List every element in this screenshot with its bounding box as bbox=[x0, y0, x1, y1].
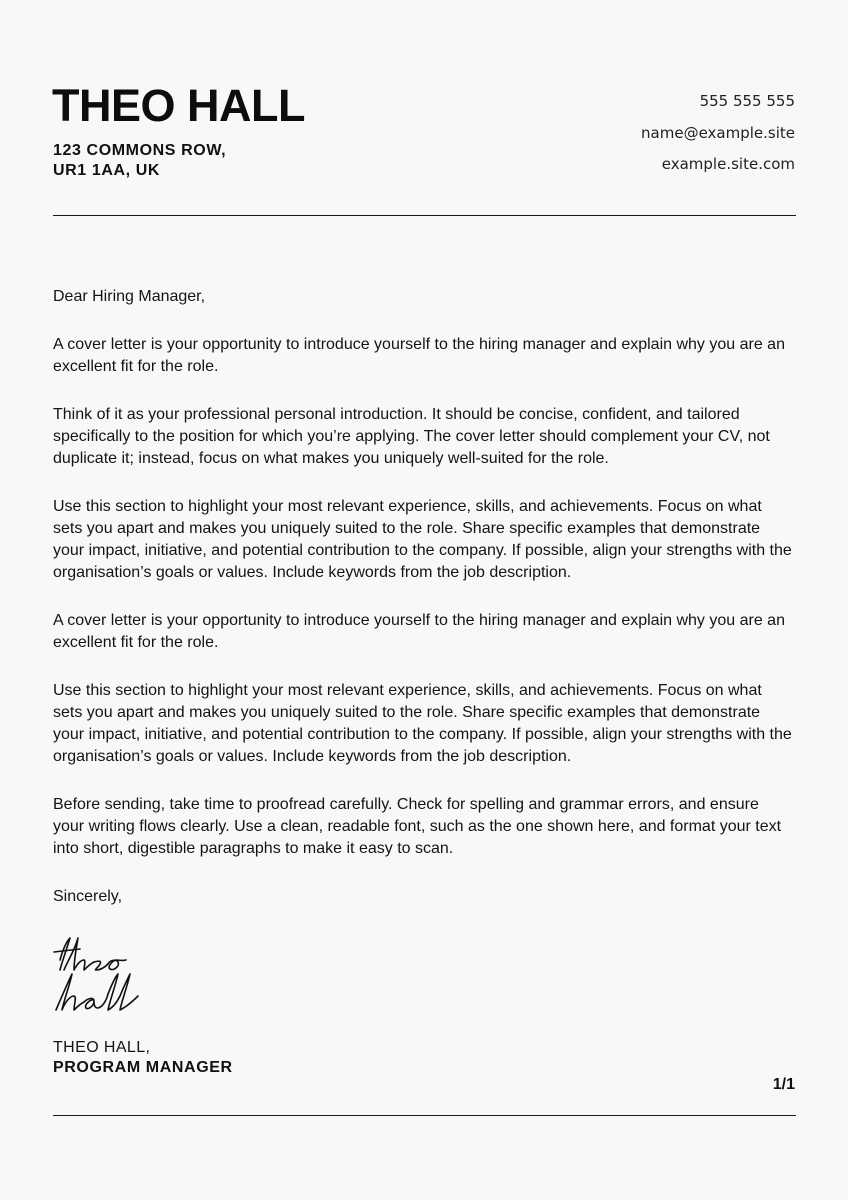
phone-number: 555 555 555 bbox=[699, 92, 795, 110]
closing: Sincerely, bbox=[53, 888, 123, 905]
paragraph-3: Use this section to highlight your most relevant experience, skills, and achievements. Focus on what sets you apart and makes you uniquely suited to the role. Share specific examples that demonstrate your impact, initiative, and potential contribution to the company. If possible, align your strengths with the organisation’s goals or values. Include keywords from the job description. bbox=[53, 498, 792, 581]
email-address: name@example.site bbox=[641, 123, 795, 142]
signatory-name: THEO HALL, bbox=[53, 1039, 151, 1056]
website-link: example.site.com bbox=[661, 155, 795, 173]
applicant-name: THEO HALL bbox=[52, 80, 305, 131]
paragraph-6: Before sending, take time to proofread carefully. Check for spelling and grammar errors, and ensure your writing flows clearly. Use a clean, readable font, such as the one shown here, and format your text into short, digestible paragraphs to make it easy to scan. bbox=[53, 796, 782, 857]
footer-divider bbox=[53, 1115, 796, 1116]
handwritten-signature bbox=[50, 930, 160, 1020]
letter-body bbox=[53, 286, 793, 934]
address-line-1: 123 COMMONS ROW, bbox=[53, 142, 227, 159]
page-number: 1/1 bbox=[772, 1076, 795, 1093]
signatory-title: PROGRAM MANAGER bbox=[53, 1059, 233, 1076]
applicant-address bbox=[53, 141, 226, 181]
paragraph-4: A cover letter is your opportunity to introduce yourself to the hiring manager and explain why you are an excellent fit for the role. bbox=[53, 612, 785, 651]
header-divider bbox=[53, 215, 796, 216]
paragraph-1: A cover letter is your opportunity to introduce yourself to the hiring manager and explain why you are an excellent fit for the role. bbox=[53, 336, 785, 375]
paragraph-5: Use this section to highlight your most relevant experience, skills, and achievements. Focus on what sets you apart and makes you uniquely suited to the role. Share specific examples that demonstrate your impact, initiative, and potential contribution to the company. If possible, align your strengths with the organisation’s goals or values. Include keywords from the job description. bbox=[53, 682, 792, 765]
paragraph-2: Think of it as your professional personal introduction. It should be concise, confident, and tailored specifically to the position for which you’re applying. The cover letter should complement your CV, not duplicate it; instead, focus on what makes you uniquely well-suited for the role. bbox=[53, 406, 770, 467]
address-line-2: UR1 1AA, UK bbox=[53, 162, 161, 179]
salutation: Dear Hiring Manager, bbox=[53, 288, 206, 305]
contact-details bbox=[641, 86, 795, 181]
